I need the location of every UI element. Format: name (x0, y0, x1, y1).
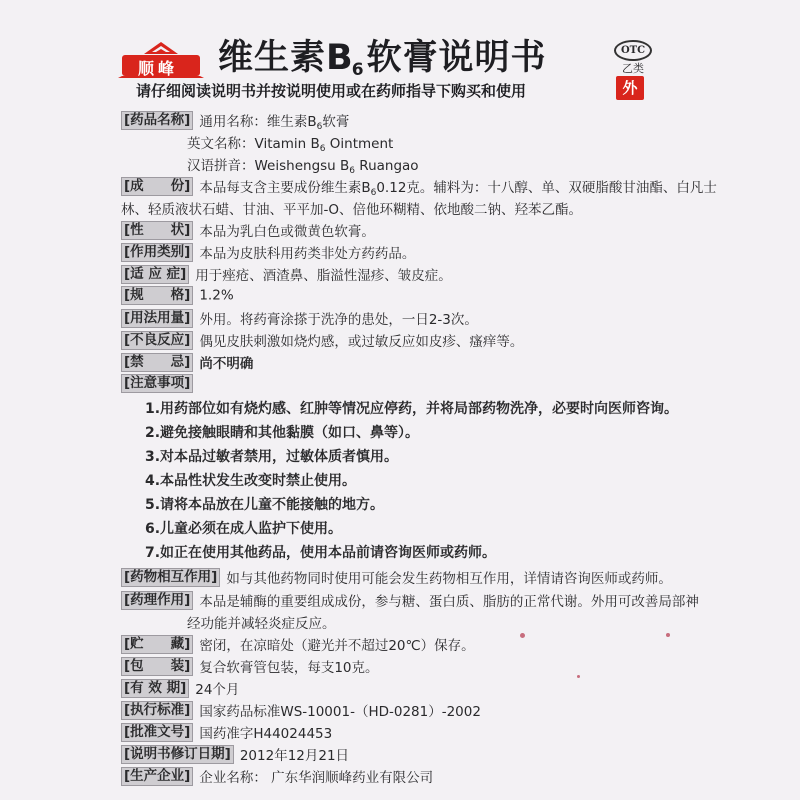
external-use-mark: 外 (616, 76, 644, 100)
precaution-item: 1.用药部位如有烧灼感、红肿等情况应停药，并将局部药物洗净，必要时向医师咨询。 (145, 401, 679, 417)
composition-line-1: 本品每支含主要成份维生素$B_60.12$克。辅料为：十八醇、单、双硬脂酸甘油酯、白凡士 (199, 180, 717, 198)
section-package (121, 656, 379, 676)
section-drug-name (121, 110, 349, 130)
section-label: [药理作用] (121, 591, 193, 610)
section-spec (121, 286, 234, 305)
section-storage (121, 634, 475, 654)
brand-name: 顺峰 (138, 59, 179, 78)
section-text: 2012年12月21日 (239, 748, 350, 764)
company-name: 企业名称： 广东华润顺峰药业有限公司 (199, 770, 434, 786)
section-pharmacology (121, 590, 699, 610)
precaution-item: 7.如正在使用其他药品，使用本品前请咨询医师或药师。 (145, 545, 497, 561)
title-text-1: 维生素B (218, 38, 354, 78)
ink-stain (666, 633, 670, 637)
section-text: 偶见皮肤刺激如烧灼感，或过敏反应如皮疹、瘙痒等。 (199, 334, 524, 350)
section-validity (121, 678, 239, 698)
section-label: [注意事项] (121, 374, 193, 393)
section-text: 密闭，在凉暗处（避光并不超过20℃）保存。 (199, 638, 475, 654)
section-label: [执行标准] (121, 701, 193, 720)
page-title (218, 30, 547, 80)
section-label: [成 份] (121, 177, 193, 196)
otc-badge: OTC (614, 40, 652, 61)
section-text: 本品为乳白色或微黄色软膏。 (199, 224, 375, 240)
english-name: 英文名称：Vitamin $B_6$ Ointment (187, 136, 394, 154)
section-adverse (121, 330, 523, 350)
usage-advice: 请仔细阅读说明书并按说明使用或在药师指导下购买和使用 (136, 82, 527, 100)
section-label: [生产企业] (121, 767, 193, 786)
composition-line-2: 林、轻质液状石蜡、甘油、平平加-O、倍他环糊精、依地酸二钠、羟苯乙酯。 (121, 202, 582, 218)
title-subscript: 6 (351, 60, 365, 80)
section-text: 24个月 (195, 682, 240, 698)
precaution-item: 5.请将本品放在儿童不能接触的地方。 (145, 497, 385, 513)
section-text: 复合软膏管包装，每支10克。 (199, 660, 379, 676)
section-label: [用法用量] (121, 309, 193, 328)
ink-stain (577, 675, 580, 678)
generic-name: 通用名称：维生素$B_6$软膏 (199, 114, 350, 132)
section-indication (121, 264, 452, 284)
section-text: 1.2% (199, 287, 234, 304)
section-precautions (121, 374, 199, 393)
pharmacology-line-1: 本品是辅酶的重要组成成份，参与糖、蛋白质、脂肪的正常代谢。外用可改善局部神 (199, 594, 699, 610)
section-manufacturer (121, 766, 433, 786)
section-label: [适 应 症] (121, 265, 189, 284)
precaution-item: 2.避免接触眼睛和其他黏膜（如口、鼻等）。 (145, 425, 420, 441)
section-label: [性 状] (121, 221, 193, 240)
brand-logo (118, 40, 204, 78)
section-label: [禁 忌] (121, 353, 193, 372)
section-text: 尚不明确 (199, 356, 254, 372)
section-approval (121, 722, 332, 742)
section-revision-date (121, 744, 349, 764)
pharmacology-line-2: 经功能并减轻炎症反应。 (187, 616, 336, 632)
ink-stain (520, 633, 525, 638)
section-label: [规 格] (121, 286, 193, 305)
section-text: 国家药品标准WS-10001-（HD-0281）-2002 (199, 704, 481, 720)
section-composition (121, 176, 717, 196)
section-label: [药品名称] (121, 111, 193, 130)
section-label: [批准文号] (121, 723, 193, 742)
section-standard (121, 700, 481, 720)
precaution-item: 4.本品性状发生改变时禁止使用。 (145, 473, 357, 489)
section-interaction (121, 567, 672, 587)
section-text: 外用。将药膏涂搽于洗净的患处，一日2-3次。 (199, 312, 478, 328)
section-label: [作用类别] (121, 243, 193, 262)
section-dosage (121, 308, 478, 328)
section-text: 用于痤疮、酒渣鼻、脂溢性湿疹、皱皮症。 (195, 268, 452, 284)
section-label: [不良反应] (121, 331, 193, 350)
section-appearance (121, 220, 375, 240)
section-label: [贮 藏] (121, 635, 193, 654)
section-contraindication (121, 352, 253, 372)
precaution-item: 6.儿童必须在成人监护下使用。 (145, 521, 343, 537)
section-label: [说明书修订日期] (121, 745, 234, 764)
precaution-item: 3.对本品过敏者禁用，过敏体质者慎用。 (145, 449, 399, 465)
section-label: [包 装] (121, 657, 193, 676)
otc-class: 乙类 (622, 62, 644, 75)
section-text: 本品为皮肤科用药类非处方药药品。 (199, 246, 416, 262)
section-category (121, 242, 415, 262)
title-text-2: 软膏说明书 (366, 38, 547, 78)
section-text: 国药准字H44024453 (199, 726, 333, 742)
section-label: [有 效 期] (121, 679, 189, 698)
pinyin-name: 汉语拼音：Weishengsu $B_6$ Ruangao (187, 158, 419, 176)
section-label: [药物相互作用] (121, 568, 220, 587)
section-text: 如与其他药物同时使用可能会发生药物相互作用，详情请咨询医师或药师。 (226, 571, 672, 587)
